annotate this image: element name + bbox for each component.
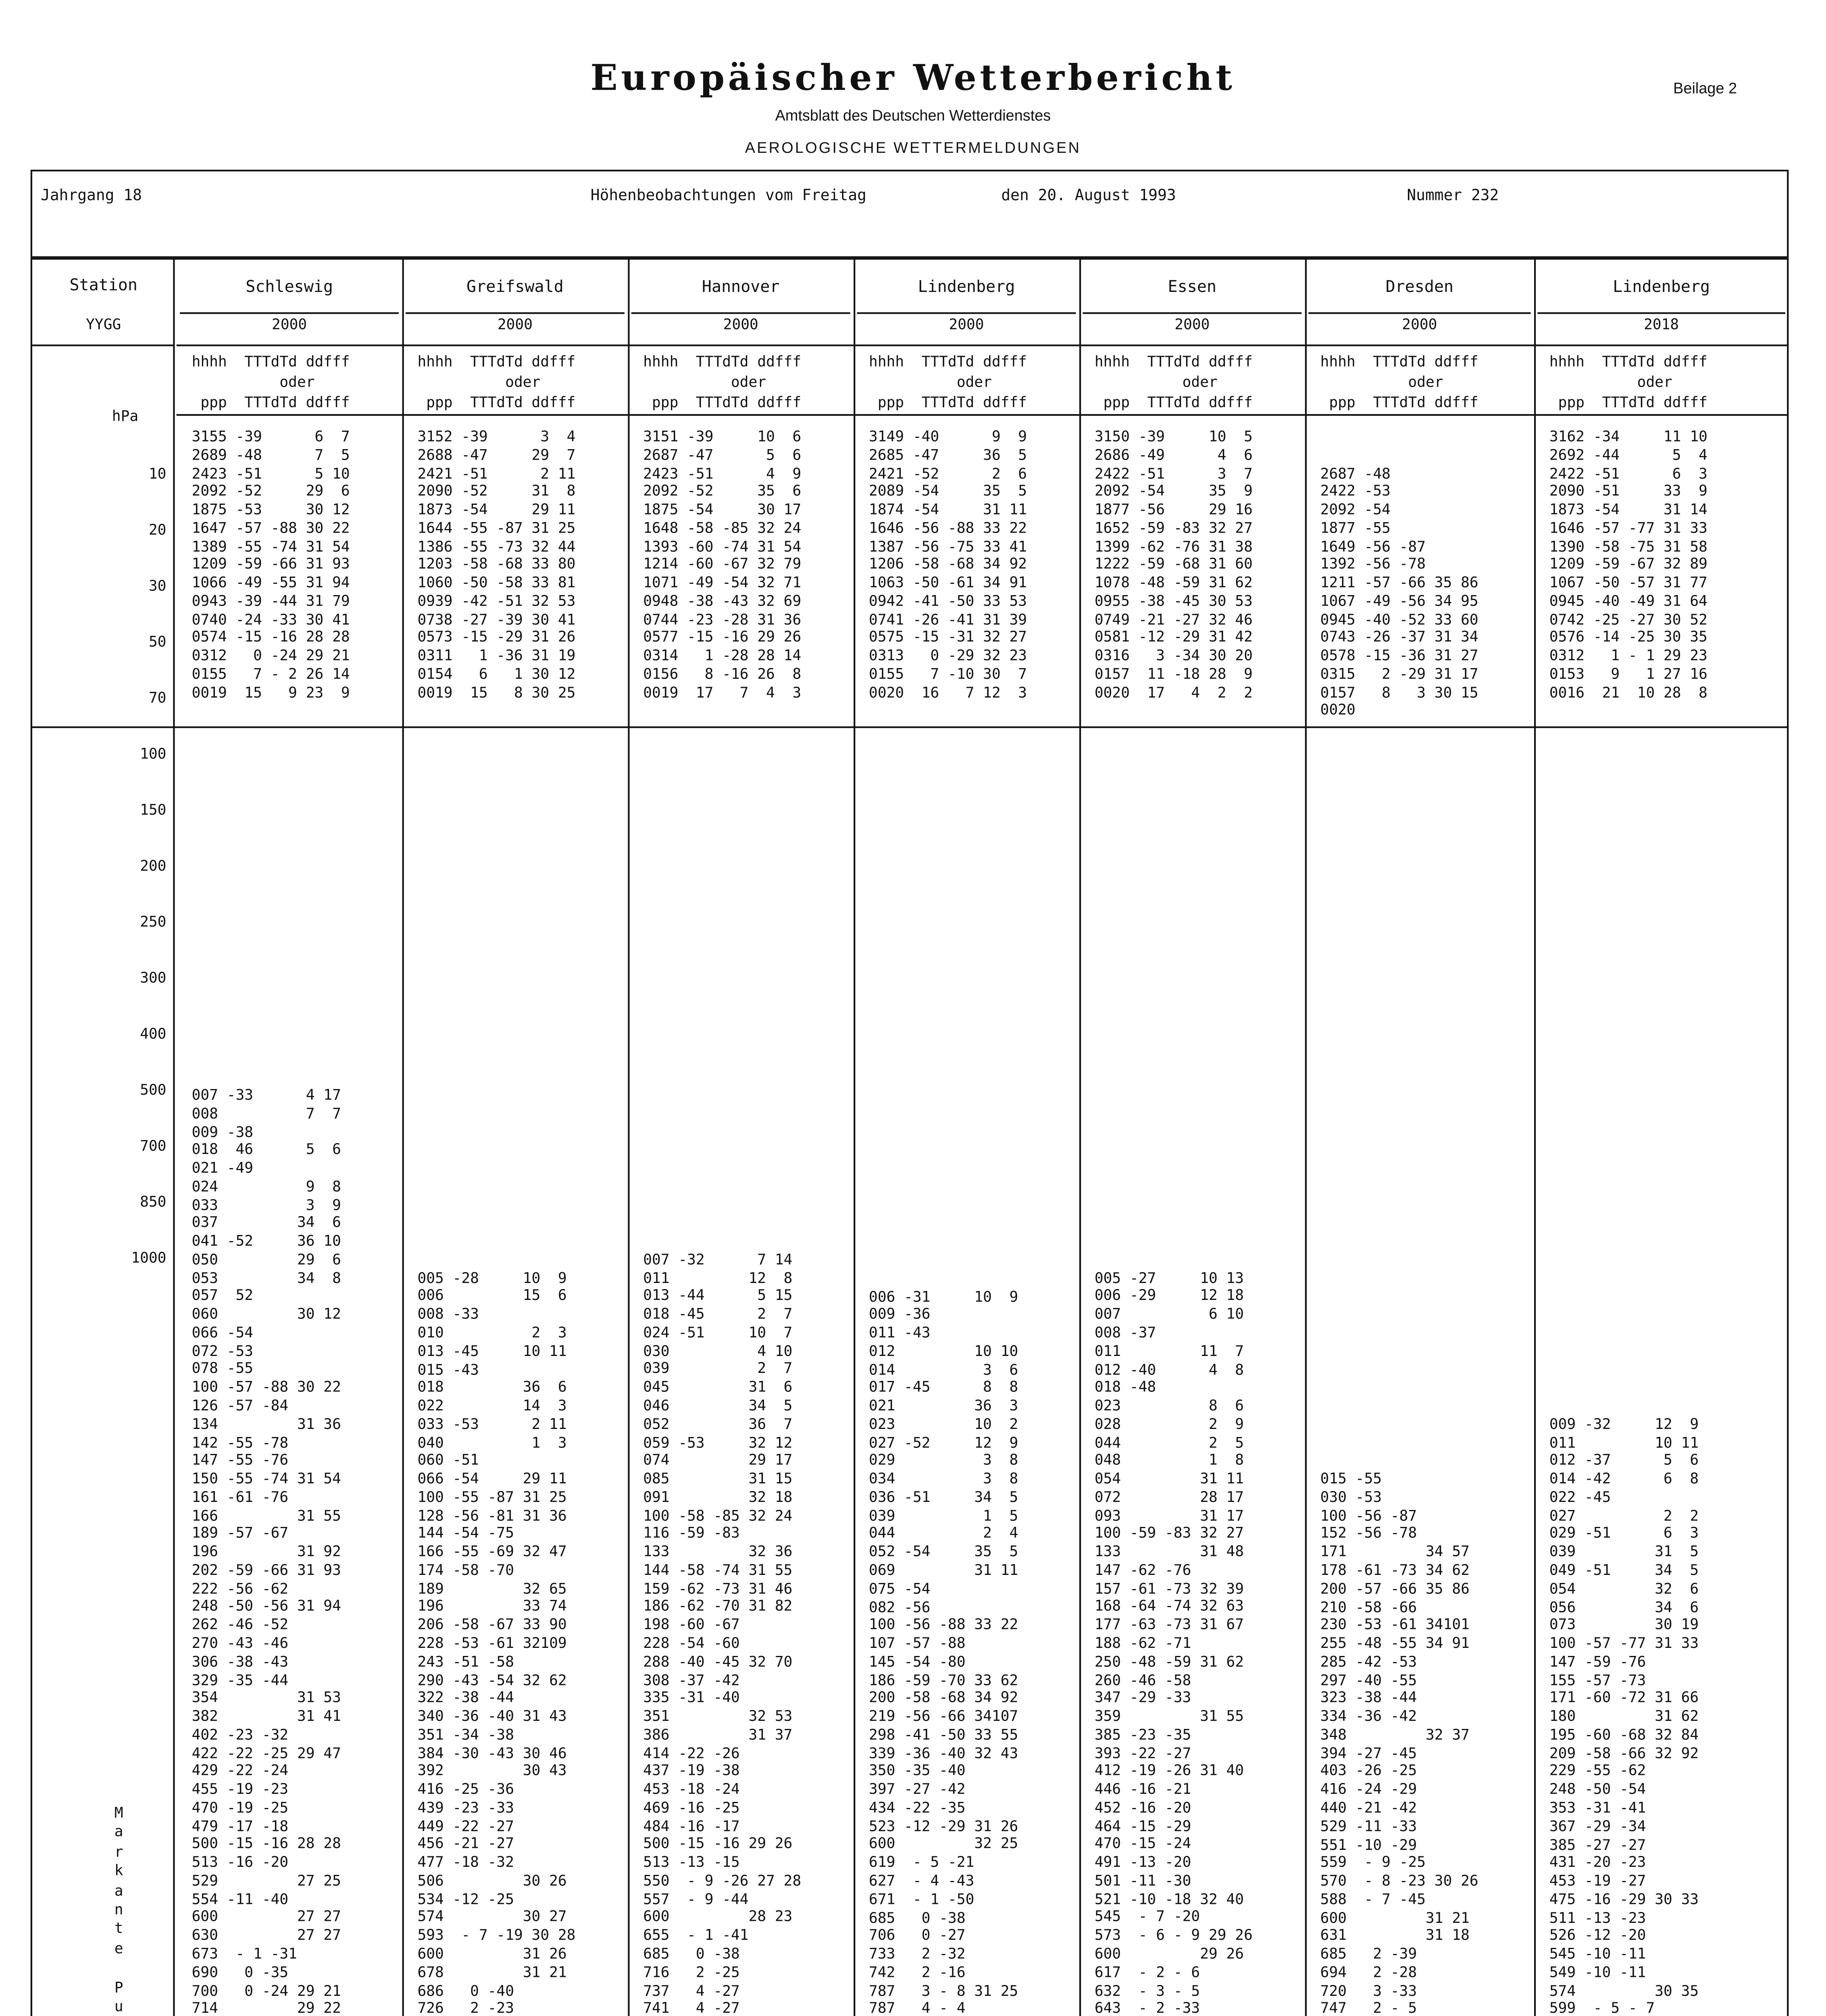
standard-level-block: 3150 -39 10 5 2686 -49 4 6 2422 -51 3 7 2092 -54 35 9 1877 -56 29 16 1652 -59 -83 32 27 1399 -62 -76 31 38 1222 -59 -68 31 60 1078 -48 -59 31 62 0955 -38 -45 30 53 0749 -21 -27 32 46 0581 -12 -29 31 42 0316 3 -34 30 20 0157 11 -18 28 9 0020 17 4 2 2 [1094, 429, 1253, 702]
col-header-underline [854, 414, 1079, 416]
station-name-underline [1537, 312, 1785, 314]
standard-level-block: 3151 -39 10 6 2687 -47 5 6 2423 -51 4 9 2092 -52 35 6 1875 -54 30 17 1648 -58 -85 32 24 1393 -60 -74 31 54 1214 -60 -67 32 79 1071 -49 -54 32 71 0948 -38 -43 32 69 0744 -23 -28 31 36 0577 -15 -16 29 26 0314 1 -28 28 14 0156 8 -16 26 8 0019 17 7 4 3 [643, 429, 802, 702]
significant-points-block: 007 -32 7 14 011 12 8 013 -44 5 15 018 -45 2 7 024 -51 10 7 030 4 10 039 2 7 045 31 6 046 34 5 052 36 7 059 -53 32 12 074 29 17 085 31 15 091 32 18 100 -58 -85 32 24 116 -59 -83 133 32 36 144 -58 -74 31 55 159 -62 -73 31 46 186 -62 -70 31 82 198 -60 -67 228 -54 -60 288 -40 -45 32 70 308 -37 -42 335 -31 -40 351 32 53 386 31 37 414 -22 -26 437 -19 -38 453 -18 -24 469 -16 -25 484 -16 -17 500 -15 -16 29 26 513 -13 -15 550 - 9 -26 27 28 557 - 9 -44 600 28 23 655 - 1 -41 685 0 -38 716 2 -25 737 4 -27 741 4 -27 [643, 1252, 802, 2016]
column-divider [854, 258, 855, 2016]
station-head-divider [177, 344, 402, 346]
pressure-level: 1000 [131, 1251, 167, 1268]
col-header-underline [628, 414, 854, 416]
pressure-level: 100 [140, 747, 167, 764]
station-name: Dresden [1385, 278, 1454, 297]
standard-level-block: 2687 -48 2422 -53 2092 -54 1877 -55 1649 -56 -87 1392 -56 -78 1211 -57 -66 35 86 1067 -49 -56 34 95 0945 -40 -52 33 60 0743 -26 -37 31 34 0578 -15 -36 31 27 0315 2 -29 31 17 0157 8 3 30 15 0020 [1320, 466, 1478, 721]
significant-points-block: 015 -55 030 -53 100 -56 -87 152 -56 -78 171 34 57 178 -61 -73 34 62 200 -57 -66 35 86 210 -58 -66 230 -53 -61 34101 255 -48 -55 34 91 285 -42 -53 297 -40 -55 323 -38 -44 334 -36 -42 348 32 37 394 -27 -45 403 -26 -25 416 -24 -29 440 -21 -42 529 -11 -33 551 -10 -29 559 - 9 -25 570 - 8 -23 30 26 588 - 7 -45 600 31 21 631 31 18 685 2 -39 694 2 -28 720 3 -33 747 2 - 5 [1320, 1472, 1478, 2016]
col-header-line2: oder [869, 375, 992, 392]
column-divider [1305, 258, 1307, 2016]
station-label: Station [69, 277, 138, 296]
station-name: Hannover [702, 278, 780, 297]
col-header-line1: hhhh TTTdTd ddfff [869, 354, 1027, 372]
pressure-level: 400 [140, 1027, 167, 1044]
pressure-level: 250 [140, 914, 167, 932]
pressure-level: 200 [140, 858, 167, 876]
station-name-underline [1083, 312, 1301, 314]
pressure-level: 300 [140, 971, 167, 988]
col-header-line1: hhhh TTTdTd ddfff [1549, 354, 1707, 372]
pressure-level: 500 [140, 1083, 167, 1100]
station-yygg: 2000 [497, 317, 533, 335]
col-header-line3: ppp TTTdTd ddfff [192, 395, 350, 412]
station-head-divider [402, 344, 628, 346]
col-header-line1: hhhh TTTdTd ddfff [192, 354, 350, 372]
station-yygg: 2000 [1174, 317, 1210, 335]
col-header-underline [1534, 414, 1789, 416]
pressure-level: 150 [140, 802, 167, 820]
pressure-level: 850 [140, 1195, 167, 1212]
station-yygg: 2018 [1644, 317, 1679, 335]
observation-label: Höhenbeobachtungen vom Freitag [590, 188, 867, 206]
significant-points-block: 006 -31 10 9 009 -36 011 -43 012 10 10 014 3 6 017 -45 8 8 021 36 3 023 10 2 027 -52 12 9 029 3 8 034 3 8 036 -51 34 5 039 1 5 044 2 4 052 -54 35 5 069 31 11 075 -54 082 -56 100 -56 -88 33 22 107 -57 -88 145 -54 -80 186 -59 -70 33 62 200 -58 -68 34 92 219 -56 -66 34107 298 -41 -50 33 55 339 -36 -40 32 43 350 -35 -40 397 -27 -42 434 -22 -35 523 -12 -29 31 26 600 32 25 619 - 5 -21 627 - 4 -43 671 - 1 -50 685 0 -38 706 0 -27 733 2 -32 742 2 -16 787 3 - 8 31 25 787 4 - 4 [869, 1289, 1018, 2016]
significant-points-block: 005 -28 10 9 006 15 6 008 -33 010 2 3 013 -45 10 11 015 -43 018 36 6 022 14 3 033 -53 2 11 040 1 3 060 -51 066 -54 29 11 100 -55 -87 31 25 128 -56 -81 31 36 144 -54 -75 166 -55 -69 32 47 174 -58 -70 189 32 65 196 33 74 206 -58 -67 33 90 228 -53 -61 32109 243 -51 -58 290 -43 -54 32 62 322 -38 -44 340 -36 -40 31 43 351 -34 -38 384 -30 -43 30 46 392 30 43 416 -25 -36 439 -23 -33 449 -22 -27 456 -21 -27 477 -18 -32 506 30 26 534 -12 -25 574 30 27 593 - 7 -19 30 28 600 31 26 678 31 21 686 0 -40 726 2 -23 [417, 1270, 576, 2016]
col-header-line2: oder [1320, 375, 1443, 392]
hpa-label: hPa [112, 409, 139, 426]
column-divider [173, 258, 175, 2016]
col-header-line3: ppp TTTdTd ddfff [1549, 395, 1707, 412]
yygg-label: YYGG [86, 317, 121, 335]
nummer-label: Nummer 232 [1407, 188, 1499, 206]
column-divider [402, 258, 404, 2016]
station-name: Lindenberg [1613, 278, 1710, 297]
station-name: Lindenberg [918, 278, 1015, 297]
column-divider [1534, 258, 1536, 2016]
station-head-divider [1079, 344, 1305, 346]
section-title: AEROLOGISCHE WETTERMELDUNGEN [745, 139, 1081, 156]
beilage-label: Beilage 2 [1673, 79, 1737, 97]
column-divider [1079, 258, 1081, 2016]
station-head-divider [628, 344, 854, 346]
col-header-line3: ppp TTTdTd ddfff [1320, 395, 1478, 412]
col-header-line2: oder [643, 375, 766, 392]
station-name-underline [1308, 312, 1530, 314]
date-label: den 20. August 1993 [1001, 188, 1176, 206]
col-header-underline [177, 414, 402, 416]
col-header-line1: hhhh TTTdTd ddfff [1320, 354, 1478, 372]
significant-points-block: 005 -27 10 13 006 -29 12 18 007 6 10 008 -37 011 11 7 012 -40 4 8 018 -48 023 8 6 028 2 9 044 2 5 048 1 8 054 31 11 072 28 17 093 31 17 100 -59 -83 32 27 133 31 48 147 -62 -76 157 -61 -73 32 39 168 -64 -74 32 63 177 -63 -73 31 67 188 -62 -71 250 -48 -59 31 62 260 -46 -58 347 -29 -33 359 31 55 385 -23 -35 393 -22 -27 412 -19 -26 31 40 446 -16 -21 452 -16 -20 464 -15 -29 470 -15 -24 491 -13 -20 501 -11 -30 521 -10 -18 32 40 545 - 7 -20 573 - 6 - 9 29 26 600 29 26 617 - 2 - 6 632 - 3 - 5 643 - 2 -33 [1094, 1270, 1253, 2016]
station-name-underline [406, 312, 625, 314]
station-yygg: 2000 [723, 317, 758, 335]
col-header-underline [1305, 414, 1534, 416]
col-header-underline [402, 414, 628, 416]
divider-station-head [31, 344, 173, 346]
significant-points-block: 009 -32 12 9 011 10 11 012 -37 5 6 014 -42 6 8 022 -45 027 2 2 029 -51 6 3 039 31 5 049 -51 34 5 054 32 6 056 34 6 073 30 19 100 -57 -77 31 33 147 -59 -76 155 -57 -73 171 -60 -72 31 66 180 31 62 195 -60 -68 32 84 209 -58 -66 32 92 229 -55 -62 248 -50 -54 353 -31 -41 367 -29 -34 385 -27 -27 431 -20 -23 453 -19 -27 475 -16 -29 30 33 511 -13 -23 526 -12 -20 545 -10 -11 549 -10 -11 574 30 35 599 - 5 - 7 [1549, 1417, 1699, 2016]
column-divider [628, 258, 629, 2016]
pressure-level: 50 [148, 635, 167, 652]
station-name-underline [631, 312, 850, 314]
col-header-line1: hhhh TTTdTd ddfff [643, 354, 802, 372]
col-header-line3: ppp TTTdTd ddfff [869, 395, 1027, 412]
page-subtitle: Amtsblatt des Deutschen Wetterdienstes [775, 107, 1051, 124]
station-name-underline [857, 312, 1076, 314]
col-header-line3: ppp TTTdTd ddfff [417, 395, 576, 412]
jahrgang-label: Jahrgang 18 [41, 188, 142, 206]
station-yygg: 2000 [949, 317, 984, 335]
col-header-line1: hhhh TTTdTd ddfff [1094, 354, 1253, 372]
station-name: Schleswig [246, 278, 333, 297]
col-header-underline [1079, 414, 1305, 416]
significant-points-block: 007 -33 4 17 008 7 7 009 -38 018 46 5 6 021 -49 024 9 8 033 3 9 037 34 6 041 -52 36 10 050 29 6 053 34 8 057 52 060 30 12 066 -54 072 -53 078 -55 100 -57 -88 30 22 126 -57 -84 134 31 36 142 -55 -78 147 -55 -76 150 -55 -74 31 54 161 -61 -76 166 31 55 189 -57 -67 196 31 92 202 -59 -66 31 93 222 -56 -62 248 -50 -56 31 94 262 -46 -52 270 -43 -46 306 -38 -43 329 -35 -44 354 31 53 382 31 41 402 -23 -32 422 -22 -25 29 47 429 -22 -24 455 -19 -23 470 -19 -25 479 -17 -18 500 -15 -16 28 28 513 -16 -20 529 27 25 554 -11 -40 600 27 27 630 27 27 673 - 1 -31 690 0 -35 700 0 -24 29 21 714 29 22 [192, 1088, 341, 2016]
standard-level-block: 3152 -39 3 4 2688 -47 29 7 2421 -51 2 11 2090 -52 31 8 1873 -54 29 11 1644 -55 -87 31 25 1386 -55 -73 32 44 1203 -58 -68 33 80 1060 -50 -58 33 81 0939 -42 -51 32 53 0738 -27 -39 30 41 0573 -15 -29 31 26 0311 1 -36 31 19 0154 6 1 30 12 0019 15 8 30 25 [417, 429, 576, 702]
markante-punkte-label: M a r k a n t e P u [114, 1806, 123, 2016]
col-header-line2: oder [192, 375, 315, 392]
col-header-line2: oder [1549, 375, 1672, 392]
station-name: Essen [1168, 278, 1217, 297]
station-head-divider [1534, 344, 1789, 346]
page-title: Europäischer Wetterbericht [590, 56, 1236, 99]
pressure-level-list [37, 429, 167, 1307]
pressure-level: 700 [140, 1139, 167, 1156]
col-header-line3: ppp TTTdTd ddfff [643, 395, 802, 412]
station-name-underline [180, 312, 399, 314]
pressure-level: 70 [148, 691, 167, 708]
col-header-line2: oder [417, 375, 541, 392]
col-header-line3: ppp TTTdTd ddfff [1094, 395, 1253, 412]
pressure-level: 10 [148, 467, 167, 484]
station-yygg: 2000 [272, 317, 307, 335]
station-name: Greifswald [466, 278, 564, 297]
standard-level-block: 3149 -40 9 9 2685 -47 36 5 2421 -52 2 6 2089 -54 35 5 1874 -54 31 11 1646 -56 -88 33 22 1387 -56 -75 33 41 1206 -58 -68 34 92 1063 -50 -61 34 91 0942 -41 -50 33 53 0741 -26 -41 31 39 0575 -15 -31 32 27 0313 0 -29 32 23 0155 7 -10 30 7 0020 16 7 12 3 [869, 429, 1027, 702]
col-header-line1: hhhh TTTdTd ddfff [417, 354, 576, 372]
col-header-line2: oder [1094, 375, 1218, 392]
station-head-divider [854, 344, 1079, 346]
standard-level-block: 3155 -39 6 7 2689 -48 7 5 2423 -51 5 10 2092 -52 29 6 1875 -53 30 12 1647 -57 -88 30 22 1389 -55 -74 31 54 1209 -59 -66 31 93 1066 -49 -55 31 94 0943 -39 -44 31 79 0740 -24 -33 30 41 0574 -15 -16 28 28 0312 0 -24 29 21 0155 7 - 2 26 14 0019 15 9 23 9 [192, 429, 350, 702]
pressure-level: 30 [148, 579, 167, 596]
pressure-level: 20 [148, 523, 167, 540]
info-header-box [31, 170, 1789, 258]
station-head-divider [1305, 344, 1534, 346]
station-yygg: 2000 [1402, 317, 1437, 335]
divider-standard-levels [31, 726, 1789, 728]
standard-level-block: 3162 -34 11 10 2692 -44 5 4 2422 -51 6 3 2090 -51 33 9 1873 -54 31 14 1646 -57 -77 31 33 1390 -58 -75 31 58 1209 -59 -67 32 89 1067 -50 -57 31 77 0945 -40 -49 31 64 0742 -25 -27 30 52 0576 -14 -25 30 35 0312 1 - 1 29 23 0153 9 1 27 16 0016 21 10 28 8 [1549, 429, 1707, 702]
